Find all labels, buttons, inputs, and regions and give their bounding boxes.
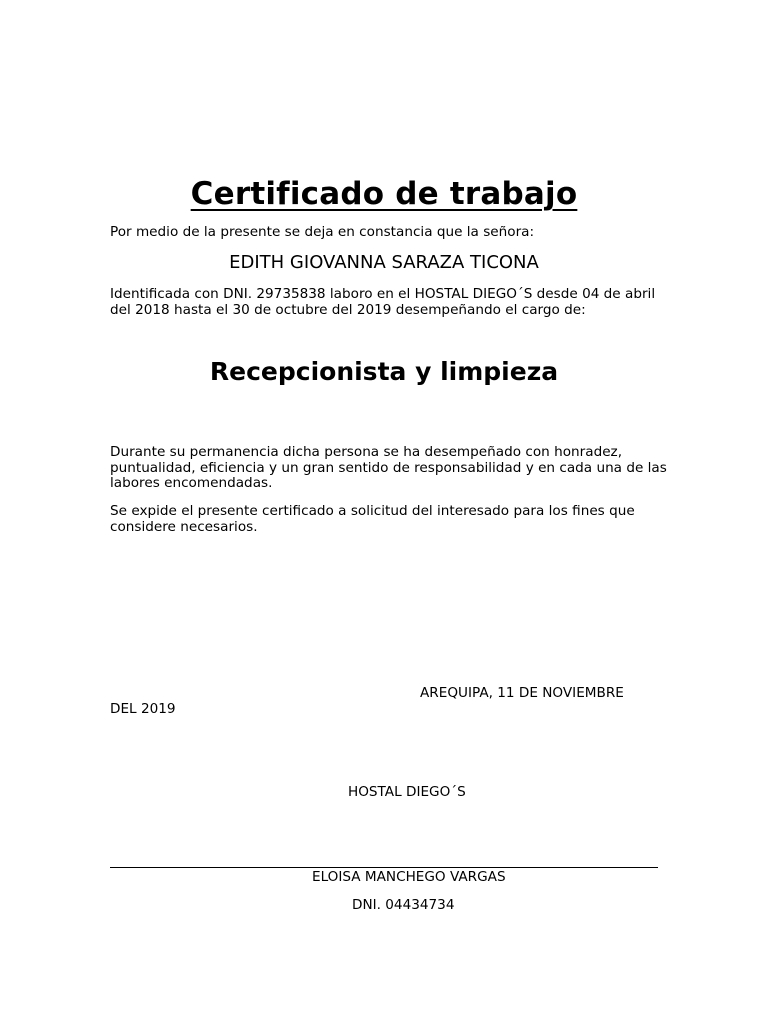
date-line-1: AREQUIPA, 11 DE NOVIEMBRE bbox=[420, 685, 624, 701]
identification-paragraph: Identificada con DNI. 29735838 laboro en el HOSTAL DIEGO´S desde 04 de abril del 2018 hasta el 30 de octubre del 2019 desempeñando el cargo de: bbox=[110, 286, 656, 318]
date-line-2: DEL 2019 bbox=[110, 701, 176, 717]
intro-text: Por medio de la presente se deja en constancia que la señora: bbox=[110, 224, 535, 240]
signature-line bbox=[110, 867, 658, 868]
job-position: Recepcionista y limpieza bbox=[209, 357, 559, 386]
signer-dni: DNI. 04434734 bbox=[352, 897, 455, 913]
document-title: Certificado de trabajo bbox=[190, 176, 578, 212]
company-name: HOSTAL DIEGO´S bbox=[348, 784, 466, 800]
issuance-paragraph: Se expide el presente certificado a solicitud del interesado para los fines que considere necesarios. bbox=[110, 503, 635, 535]
signer-name: ELOISA MANCHEGO VARGAS bbox=[312, 869, 506, 885]
employee-name: EDITH GIOVANNA SARAZA TICONA bbox=[229, 252, 539, 273]
conduct-paragraph: Durante su permanencia dicha persona se ha desempeñado con honradez, puntualidad, eficiencia y un gran sentido de responsabilidad y en cada una de las labores encomendadas. bbox=[110, 444, 667, 491]
